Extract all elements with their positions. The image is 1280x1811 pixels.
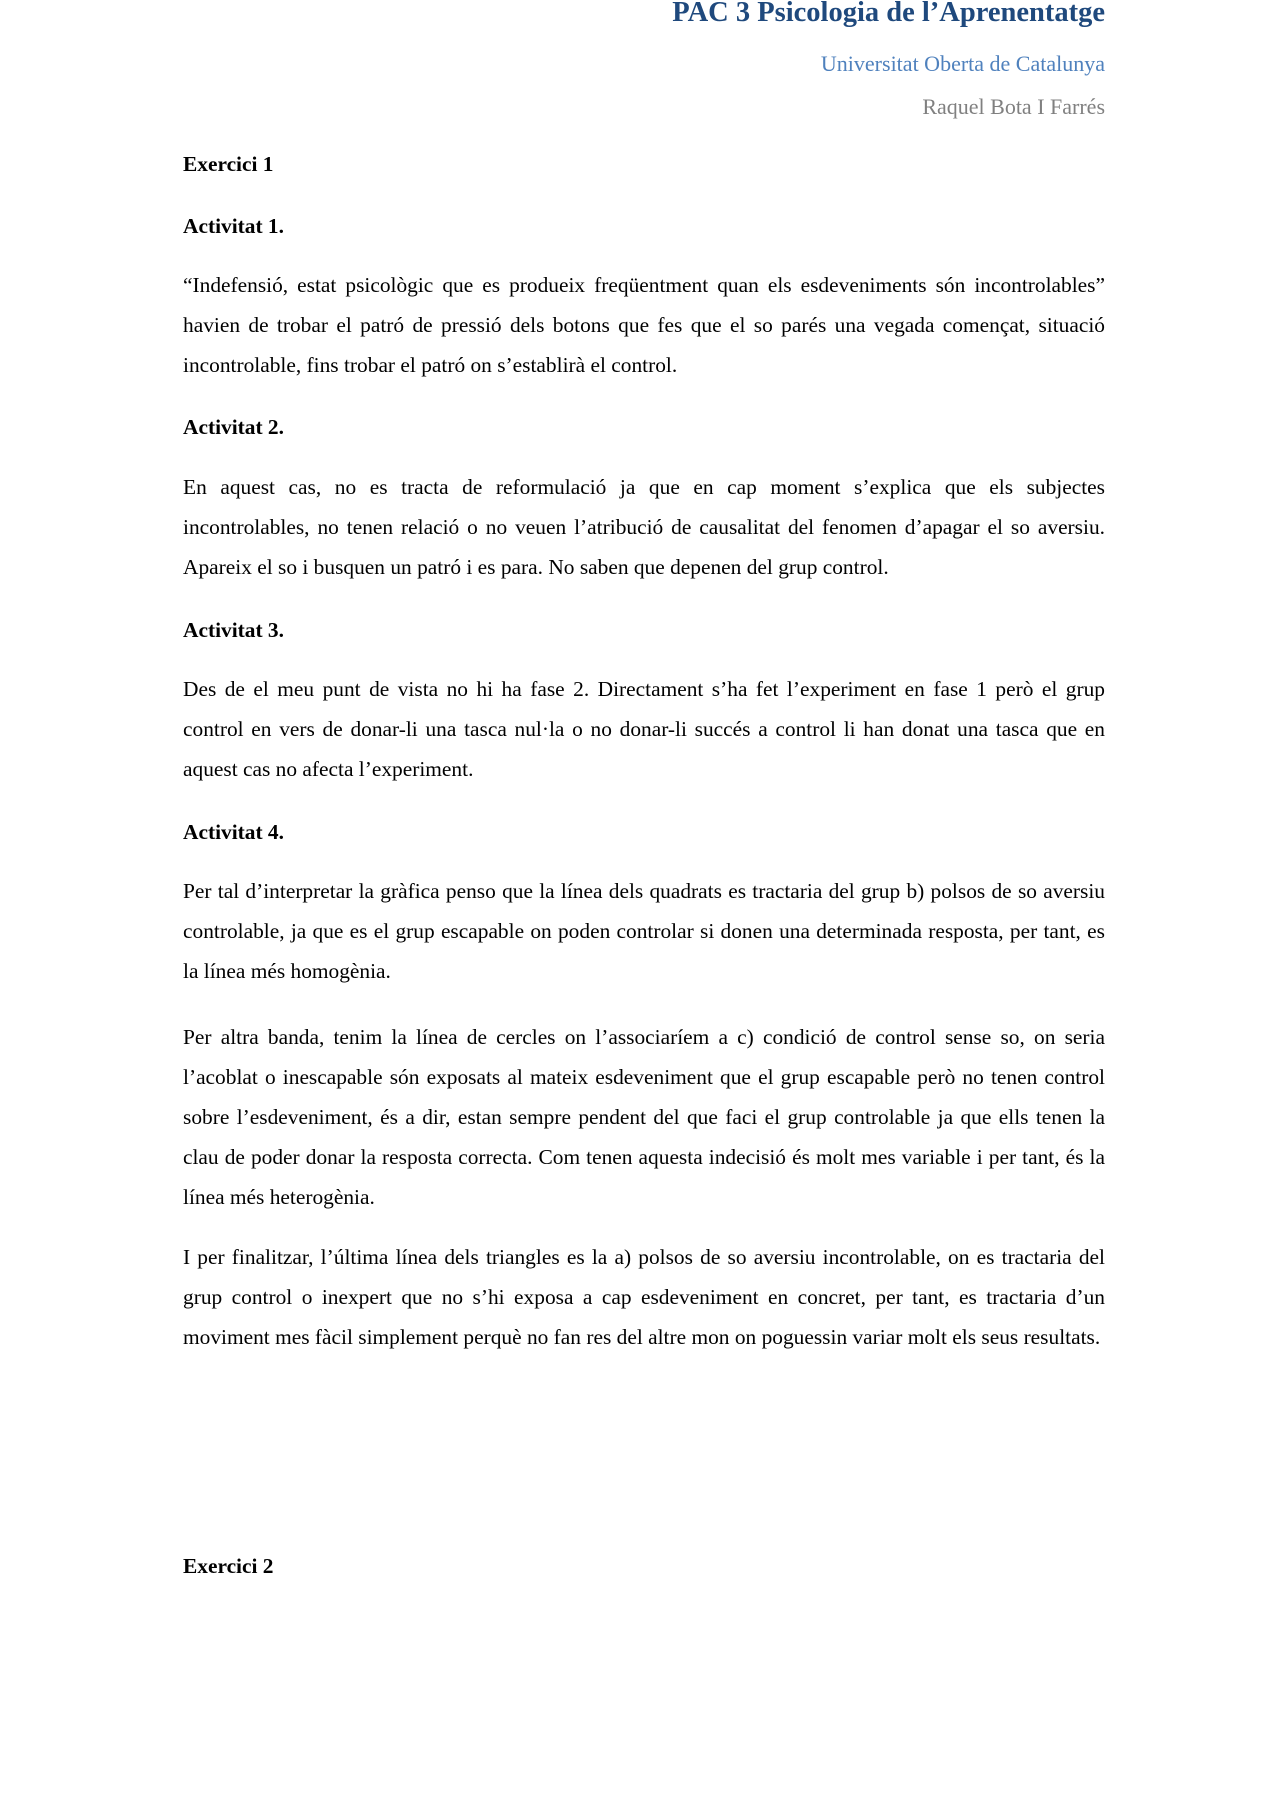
activity-4-paragraph-3: I per finalitzar, l’última línea dels triangles es la a) polsos de so aversiu incontrolable, on es tractaria del grup control o inexpert que no s’hi exposa a cap esdeveniment en concret, per tant, es tractaria d’un moviment mes fàcil simplement perquè no fan res del altre mon on poguessin variar molt els seus resultats. [183, 1245, 1105, 1349]
document-title: PAC 3 Psicologia de l’Aprenentatge [672, 0, 1105, 28]
activity-1-heading: Activitat 1. [183, 214, 284, 238]
activity-1-paragraph: “Indefensió, estat psicològic que es produeix freqüentment quan els esdeveniments són incontrolables” havien de trobar el patró de pressió dels botons que fes que el so parés una vegada començat, situació incontrolable, fins trobar el patró on s’establirà el control. [183, 273, 1105, 377]
activity-4-heading: Activitat 4. [183, 820, 284, 844]
activity-3-paragraph: Des de el meu punt de vista no hi ha fase 2. Directament s’ha fet l’experiment en fase 1 però el grup control en vers de donar-li una tasca nul·la o no donar-li succés a control li han donat una tasca que en aquest cas no afecta l’experiment. [183, 677, 1105, 781]
exercise-1-heading: Exercici 1 [183, 152, 274, 176]
exercise-2-heading: Exercici 2 [183, 1554, 274, 1578]
university-name: Universitat Oberta de Catalunya [820, 51, 1105, 76]
activity-4-paragraph-2: Per altra banda, tenim la línea de cercles on l’associaríem a c) condició de control sense so, on seria l’acoblat o inescapable són exposats al mateix esdeveniment que el grup escapable però no tenen control sobre l’esdeveniment, és a dir, estan sempre pendent del que faci el grup controlable ja que ells tenen la clau de poder donar la resposta correcta. Com tenen aquesta indecisió és molt mes variable i per tant, és la línea més heterogènia. [183, 1025, 1105, 1209]
activity-2-heading: Activitat 2. [183, 415, 284, 439]
activity-2-paragraph: En aquest cas, no es tracta de reformulació ja que en cap moment s’explica que els subjectes incontrolables, no tenen relació o no veuen l’atribució de causalitat del fenomen d’apagar el so aversiu. Apareix el so i busquen un patró i es para. No saben que depenen del grup control. [183, 475, 1105, 579]
activity-4-paragraph-1: Per tal d’interpretar la gràfica penso que la línea dels quadrats es tractaria del grup b) polsos de so aversiu controlable, ja que es el grup escapable on poden controlar si donen una determinada resposta, per tant, es la línea més homogènia. [183, 879, 1105, 983]
activity-3-heading: Activitat 3. [183, 618, 284, 642]
author-name: Raquel Bota I Farrés [922, 94, 1105, 119]
